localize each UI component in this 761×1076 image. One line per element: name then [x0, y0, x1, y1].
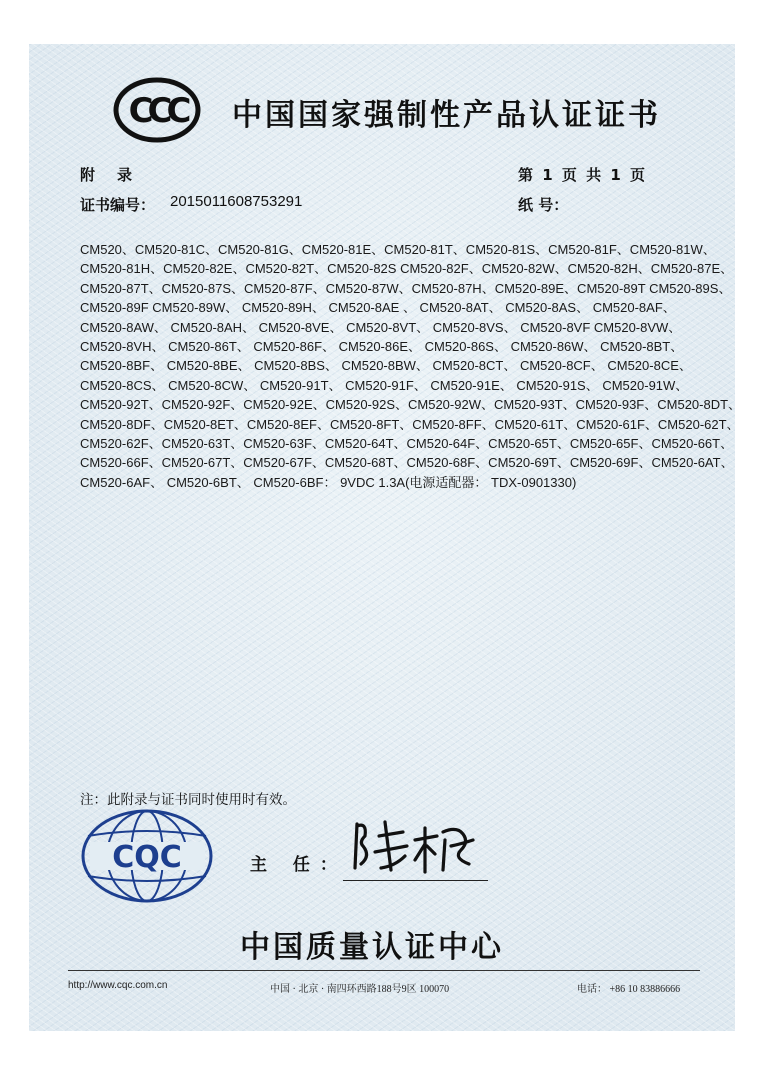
certificate-title: 中国国家强制性产品认证证书	[232, 98, 661, 133]
issuer-name: 中国质量认证中心	[240, 930, 504, 965]
model-line: CM520-8DF、CM520-8ET、CM520-8EF、CM520-8FT、CM520-8FF、CM520-61T、CM520-61F、CM520-62T、	[80, 416, 740, 432]
cert-number-label: 证书编号：	[80, 196, 156, 214]
model-line: CM520-81H、CM520-82E、CM520-82T、CM520-82S CM520-82F、CM520-82W、CM520-82H、CM520-87E、	[80, 261, 734, 277]
ccc-logo	[113, 77, 201, 143]
model-line: CM520-8CS、 CM520-8CW、 CM520-91T、 CM520-91F、 CM520-91E、 CM520-91S、 CM520-91W、	[80, 377, 689, 393]
model-line: CM520-89F CM520-89W、 CM520-89H、 CM520-8AE 、 CM520-8AT、 CM520-8AS、 CM520-8AF、	[80, 300, 676, 316]
model-line: CM520-92T、CM520-92F、CM520-92E、CM520-92S、CM520-92W、CM520-93T、CM520-93F、CM520-8DT、	[80, 397, 742, 413]
director-label: 主 任：	[250, 855, 347, 875]
model-line: CM520-66F、CM520-67T、CM520-67F、CM520-68T、CM520-68F、CM520-69T、CM520-69F、CM520-6AT、	[80, 455, 734, 471]
director-signature	[345, 806, 485, 878]
model-line: CM520-8BF、 CM520-8BE、 CM520-8BS、 CM520-8BW、 CM520-8CT、 CM520-8CF、 CM520-8CE、	[80, 358, 692, 374]
model-list	[80, 240, 742, 492]
model-line: CM520-6AF、 CM520-6BT、 CM520-6BF： 9VDC 1.3A(电源适配器： TDX-0901330)	[80, 474, 577, 490]
svg-text:CCC: CCC	[128, 91, 186, 131]
model-line: CM520-8VH、 CM520-86T、 CM520-86F、 CM520-86E、 CM520-86S、 CM520-86W、 CM520-8BT、	[80, 339, 684, 355]
footer-address: 中国 · 北京 · 南四环西路188号9区 100070	[270, 984, 450, 995]
footer-divider	[68, 970, 700, 971]
model-line: CM520、CM520-81C、CM520-81G、CM520-81E、CM520-81T、CM520-81S、CM520-81F、CM520-81W、	[80, 242, 716, 257]
paper-number-label: 纸 号：	[518, 196, 569, 214]
page-info: 第 1 页 共 1 页	[518, 166, 647, 184]
footer-phone: 电话： +86 10 83886666	[577, 984, 681, 995]
validity-note: 注：此附录与证书同时使用时有效。	[80, 792, 296, 808]
svg-text:CQC: CQC	[112, 840, 182, 875]
footer-url: http://www.cqc.com.cn	[68, 980, 168, 991]
model-line: CM520-87T、CM520-87S、CM520-87F、CM520-87W、CM520-87H、CM520-89E、CM520-89T CM520-89S、	[80, 280, 732, 296]
cqc-logo	[80, 808, 215, 904]
appendix-label: 附录	[80, 166, 155, 184]
model-line: CM520-8AW、 CM520-8AH、 CM520-8VE、 CM520-8VT、 CM520-8VS、 CM520-8VF CM520-8VW、	[80, 319, 682, 335]
cert-number-value: 2015011608753291	[170, 193, 303, 210]
model-line: CM520-62F、CM520-63T、CM520-63F、CM520-64T、CM520-64F、CM520-65T、CM520-65F、CM520-66T、	[80, 436, 734, 452]
signature-line	[343, 880, 488, 881]
